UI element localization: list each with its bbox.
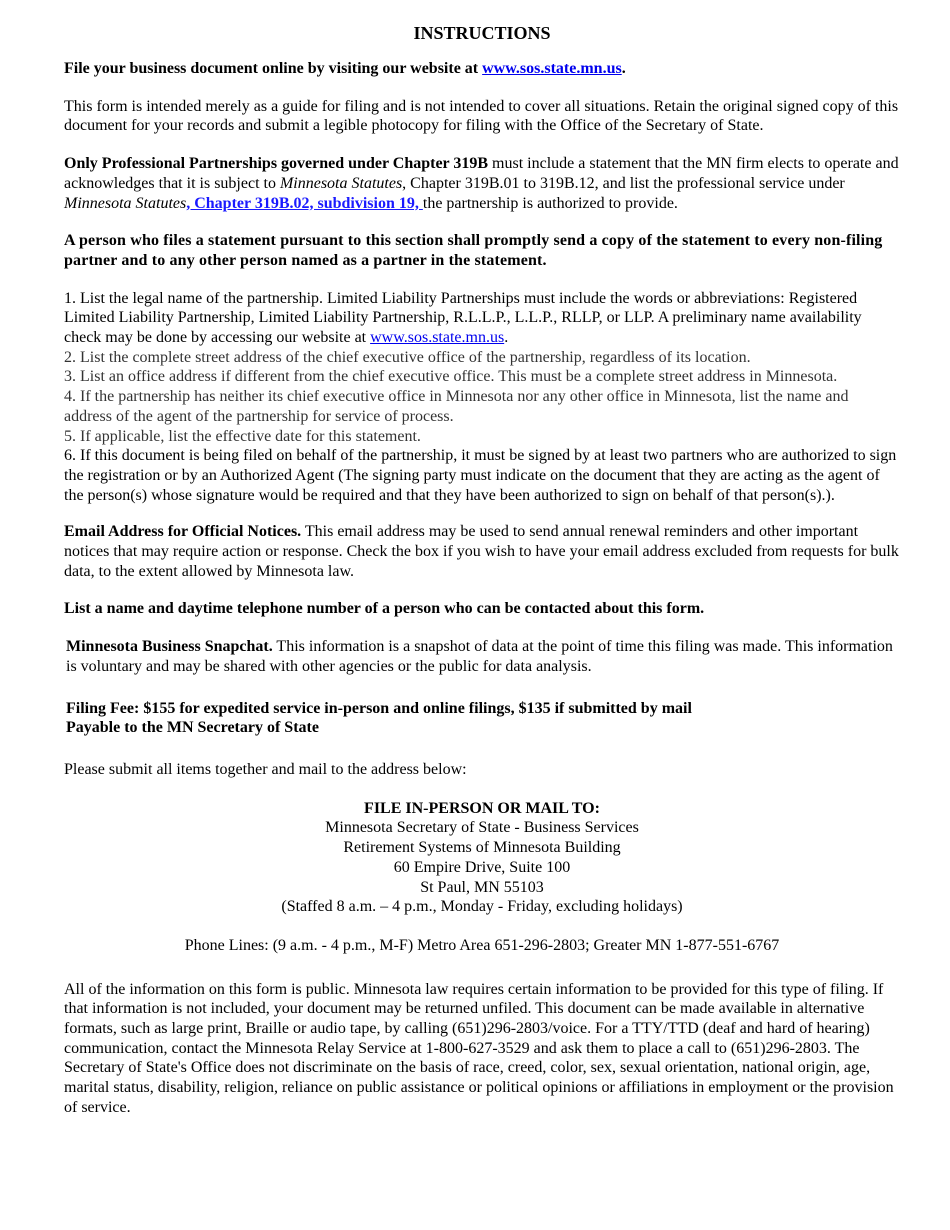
mailing-heading: FILE IN-PERSON OR MAIL TO: xyxy=(364,799,600,817)
email-text: This email address may be used to send annual renewal reminders and other important notices that may require action or response. Check the box if you wish to have your email address excluded from requests for bulk data, to the extent allowed by Minnesota law. xyxy=(64,523,899,580)
instruction-item-1-text: 1. List the legal name of the partnership. Limited Liability Partnerships must include the words or abbreviations: Registered Limited Liability Partnership, Limited Liability Partnership, R.L.L.P., L.L.P., RLLP, or LLP. A preliminary name availability check may be done by accessing our website at xyxy=(64,289,862,347)
mailing-line-4: St Paul, MN 55103 xyxy=(420,878,544,896)
email-heading: Email Address for Official Notices. xyxy=(64,523,302,541)
instruction-item-1-end: . xyxy=(504,329,509,347)
professional-text-1: must include a statement that the MN firm elects to operate and acknowledges that it is subject to xyxy=(64,155,899,192)
warning-paragraph: A person who files a statement pursuant to this section shall promptly send a copy of the statement to every non-filing partner and to any other person named as a partner in the statement. xyxy=(64,232,883,269)
sos-website-link[interactable]: www.sos.state.mn.us xyxy=(482,60,622,77)
instruction-item-2: 2. List the complete street address of the chief executive office of the partnership, regardless of its location. xyxy=(64,348,751,366)
instructions-page xyxy=(64,22,900,1118)
snapchat-text: This information is a snapshot of data at the point of time this filing was made. This information is voluntary and may be shared with other agencies or the public for data analysis. xyxy=(66,638,893,675)
snapchat-heading: Minnesota Business Snapchat. xyxy=(66,638,273,656)
filing-fee-line-2: Payable to the MN Secretary of State xyxy=(66,719,319,737)
public-info-paragraph: All of the information on this form is public. Minnesota law requires certain information to be provided for this type of filing. If that information is not included, your document may be returned unfiled. This document can be made available in alternative formats, such as large print, Braille or audio tape, by calling (651)296-2803/voice. For a TTY/TTD (deaf and hard of hearing) communication, contact the Minnesota Relay Service at 1-800-627-3529 and ask them to place a call to (651)296-2803. The Secretary of State's Office does not discriminate on the basis of race, creed, color, sex, sexual orientation, national origin, age, marital status, disability, religion, reliance on public assistance or political opinions or affiliations in employment or the provision of service. xyxy=(64,980,894,1116)
instruction-item-6: 6. If this document is being filed on behalf of the partnership, it must be signed by at least two partners who are authorized to sign the registration or by an Authorized Agent (The signing party must indicate on the document that they are acting as the agent of the person(s) whose signature would be required and that they have been authorized to sign on behalf of that person(s).). xyxy=(64,447,897,504)
filing-fee-line-1: Filing Fee: $155 for expedited service in-person and online filings, $135 if submitted by mail xyxy=(66,699,692,717)
email-paragraph xyxy=(64,522,900,581)
professional-text-3: the partnership is authorized to provide. xyxy=(422,194,678,212)
mailing-line-3: 60 Empire Drive, Suite 100 xyxy=(393,858,571,876)
submit-note: Please submit all items together and mail to the address below: xyxy=(64,760,467,778)
professional-text-2: , Chapter 319B.01 to 319B.12, and list the professional service under xyxy=(402,174,845,192)
online-filing-note xyxy=(64,59,900,79)
professional-italic-2: Minnesota Statutes xyxy=(64,194,187,212)
contact-paragraph: List a name and daytime telephone number of a person who can be contacted about this form. xyxy=(64,600,705,618)
online-filing-text: File your business document online by visiting our website at xyxy=(64,60,483,77)
professional-bold: Only Professional Partnerships governed under Chapter 319B xyxy=(64,155,489,173)
mailing-line-5: (Staffed 8 a.m. – 4 p.m., Monday - Friday, excluding holidays) xyxy=(281,898,683,916)
mailing-line-1: Minnesota Secretary of State - Business Services xyxy=(325,819,639,837)
page-title: INSTRUCTIONS xyxy=(413,23,551,43)
mailing-address xyxy=(64,799,900,917)
online-filing-end: . xyxy=(621,60,626,77)
instruction-item-1 xyxy=(64,289,900,348)
professional-paragraph xyxy=(64,154,900,213)
numbered-instructions xyxy=(64,289,900,506)
phone-lines: Phone Lines: (9 a.m. - 4 p.m., M-F) Metro Area 651-296-2803; Greater MN 1-877-551-6767 xyxy=(184,936,780,954)
name-check-link[interactable]: www.sos.state.mn.us xyxy=(370,329,505,347)
instruction-item-3: 3. List an office address if different from the chief executive office. This must be a complete street address in Minnesota. xyxy=(64,368,838,386)
professional-italic-1: Minnesota Statutes xyxy=(279,174,403,192)
filing-fee xyxy=(64,699,900,738)
instruction-item-5: 5. If applicable, list the effective date for this statement. xyxy=(64,427,421,445)
mailing-line-2: Retirement Systems of Minnesota Building xyxy=(343,839,621,857)
intro-paragraph: This form is intended merely as a guide for filing and is not intended to cover all situations. Retain the original signed copy of this document for your records and submit a legible photocopy for filing with the Office of the Secretary of State. xyxy=(64,97,899,135)
snapchat-paragraph xyxy=(64,637,900,676)
instruction-item-4: 4. If the partnership has neither its chief executive office in Minnesota nor any other office in Minnesota, list the name and address of the agent of the partnership for service of process. xyxy=(64,388,849,425)
chapter-319b-link[interactable]: , Chapter 319B.02, subdivision 19, xyxy=(186,194,423,212)
